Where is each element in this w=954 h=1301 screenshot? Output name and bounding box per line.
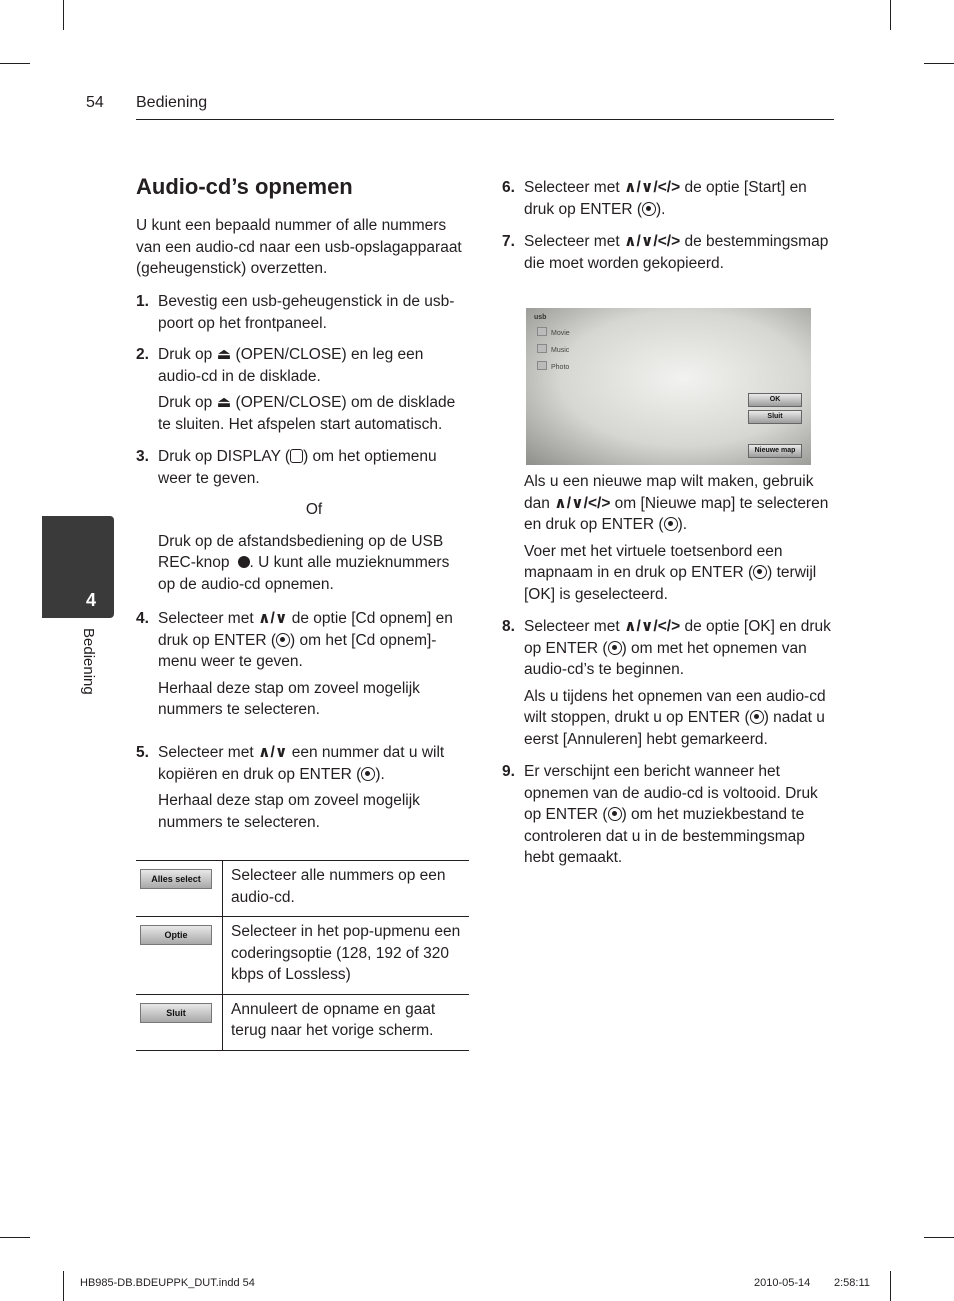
enter-icon	[664, 517, 678, 531]
step-text: de optie [OK] en druk op ENTER (	[524, 618, 831, 657]
folder-icon	[537, 327, 547, 336]
folder-name: Music	[551, 347, 570, 354]
arrow-keys-icon: ∧/∨	[257, 744, 288, 761]
enter-icon	[361, 767, 375, 781]
screen-folder	[537, 344, 569, 354]
step-text: . U kunt alle muzieknummers op de audio-cd opnemen.	[158, 554, 450, 593]
folder-name: Photo	[551, 364, 570, 371]
display-icon	[290, 449, 303, 463]
button-table	[136, 860, 469, 1051]
enter-icon	[608, 641, 622, 655]
arrow-keys-icon: ∧/∨/</>	[623, 179, 681, 196]
step-text: Selecteer met	[524, 233, 624, 250]
step-number: 9.	[502, 763, 515, 780]
crop-mark	[0, 63, 30, 64]
table-cell: Selecteer in het pop-upmenu een coderingsoptie (128, 192 of 320 kbps of Lossless)	[223, 917, 470, 995]
step-number: 2.	[136, 346, 149, 363]
table-cell: Annuleert de opname en gaat terug naar het vorige scherm.	[223, 994, 470, 1050]
eject-icon: ⏏	[216, 346, 232, 363]
step-text: ) om het [Cd opnem]-menu weer te geven.	[158, 631, 437, 670]
enter-icon	[608, 807, 622, 821]
step-note: Herhaal deze stap om zoveel mogelijk nummers te selecteren.	[158, 792, 420, 831]
screen-ok-button: OK	[748, 393, 802, 407]
page-title: Audio-cd’s opnemen	[136, 174, 353, 199]
eject-icon: ⏏	[216, 394, 232, 411]
record-icon	[238, 556, 250, 568]
table-button-close: Sluit	[140, 1003, 212, 1023]
screen-close-button: Sluit	[748, 410, 802, 424]
table-row	[136, 917, 469, 995]
step-text: de optie [Start] en druk op ENTER (	[524, 179, 807, 218]
crop-mark	[63, 1271, 64, 1301]
chapter-tab	[42, 516, 114, 618]
step-text: Voer met het virtuele toetsenbord een mapnaam in en druk op ENTER (	[524, 542, 783, 581]
footer-date: 2010-05-14	[754, 1277, 811, 1289]
enter-icon	[642, 202, 656, 216]
intro-text: U kunt een bepaald nummer of alle nummers van een audio-cd naar een usb-opslagapparaat (geheugenstick) overzetten.	[136, 217, 462, 277]
step-number: 7.	[502, 233, 515, 250]
step-text: de bestemmingsmap die moet worden gekopieerd.	[524, 233, 829, 272]
step-text: ) om het optiemenu weer te geven.	[158, 448, 437, 487]
step-text: Selecteer met	[158, 610, 258, 627]
folder-icon	[537, 361, 547, 370]
step-number: 3.	[136, 448, 149, 465]
step-text: Druk op	[158, 394, 217, 411]
step-text: een nummer dat u wilt kopiëren en druk op ENTER (	[158, 744, 445, 783]
screen-root-label: usb	[534, 314, 547, 321]
screen-folder	[537, 327, 570, 337]
step-number: 6.	[502, 179, 515, 196]
step-note: Herhaal deze stap om zoveel mogelijk nummers te selecteren.	[158, 679, 420, 718]
arrow-keys-icon: ∧/∨/</>	[623, 618, 681, 635]
crop-mark	[890, 1271, 891, 1301]
screen-new-folder-button: Nieuwe map	[748, 444, 802, 458]
step-number: 4.	[136, 610, 149, 627]
crop-mark	[63, 0, 64, 30]
table-row	[136, 861, 469, 917]
step-text: ) nadat u eerst [Annuleren] hebt gemarkeerd.	[524, 709, 825, 748]
crop-mark	[924, 1237, 954, 1238]
crop-mark	[0, 1237, 30, 1238]
step-text: Er verschijnt een bericht wanneer het opnemen van de audio-cd is voltooid. Druk op ENTER (	[524, 763, 818, 823]
step-text: ) terwijl [OK] is geselecteerd.	[524, 564, 817, 603]
arrow-keys-icon: ∧/∨	[257, 610, 288, 627]
table-row	[136, 994, 469, 1050]
table-button-select-all: Alles select	[140, 869, 212, 889]
footer-time: 2:58:11	[834, 1277, 870, 1289]
chapter-label: Bediening	[80, 628, 97, 695]
arrow-keys-icon: ∧/∨/</>	[623, 233, 681, 250]
table-cell: Selecteer alle nummers op een audio-cd.	[223, 861, 470, 917]
step-text: Druk op de afstandsbediening op de USB REC-knop	[158, 532, 444, 571]
footer-file: HB985-DB.BDEUPPK_DUT.indd 54	[80, 1277, 255, 1289]
or-text: Of	[305, 501, 323, 518]
step-text: ).	[656, 200, 666, 218]
step-text: Selecteer met	[524, 618, 624, 635]
enter-icon	[276, 633, 290, 647]
folder-icon	[537, 344, 547, 353]
header-rule	[136, 119, 834, 120]
step-text: Als u een nieuwe map wilt maken, gebruik dan	[524, 473, 814, 512]
enter-icon	[753, 565, 767, 579]
step-text: Druk op DISPLAY (	[158, 448, 291, 465]
folder-select-screenshot	[526, 308, 811, 465]
step-text: om [Nieuwe map] te selecteren en druk op ENTER (	[524, 494, 829, 533]
step-text: Selecteer met	[524, 179, 624, 196]
step-text: Bevestig een usb-geheugenstick in de usb-poort op het frontpaneel.	[158, 293, 455, 332]
step-text: de optie [Cd opnem] en druk op ENTER (	[158, 610, 453, 649]
screen-folder	[537, 361, 569, 371]
step-number: 5.	[136, 744, 149, 761]
step-text: Druk op	[158, 346, 217, 363]
step-text: Selecteer met	[158, 744, 258, 761]
step-text: (OPEN/CLOSE) om de disklade te sluiten. Het afspelen start automatisch.	[158, 394, 456, 433]
folder-name: Movie	[551, 330, 570, 337]
step-text: ).	[677, 516, 688, 533]
step-text: ) om het muziekbestand te controleren dat u in de bestemmingsmap hebt gemaakt.	[524, 806, 805, 866]
step-text: ).	[375, 765, 385, 783]
header-section: Bediening	[136, 94, 208, 111]
step-text: ) om met het opnemen van audio-cd’s te beginnen.	[524, 639, 807, 678]
step-number: 1.	[136, 293, 149, 310]
crop-mark	[924, 63, 954, 64]
crop-mark	[890, 0, 891, 30]
enter-icon	[750, 710, 764, 724]
arrow-keys-icon: ∧/∨/</>	[554, 494, 611, 512]
step-text: (OPEN/CLOSE) en leg een audio-cd in de disklade.	[158, 346, 424, 385]
chapter-number: 4	[86, 590, 97, 610]
page-number: 54	[86, 94, 104, 111]
step-text: Als u tijdens het opnemen van een audio-cd wilt stoppen, drukt u op ENTER (	[524, 687, 826, 726]
table-button-option: Optie	[140, 925, 212, 945]
step-number: 8.	[502, 618, 515, 635]
